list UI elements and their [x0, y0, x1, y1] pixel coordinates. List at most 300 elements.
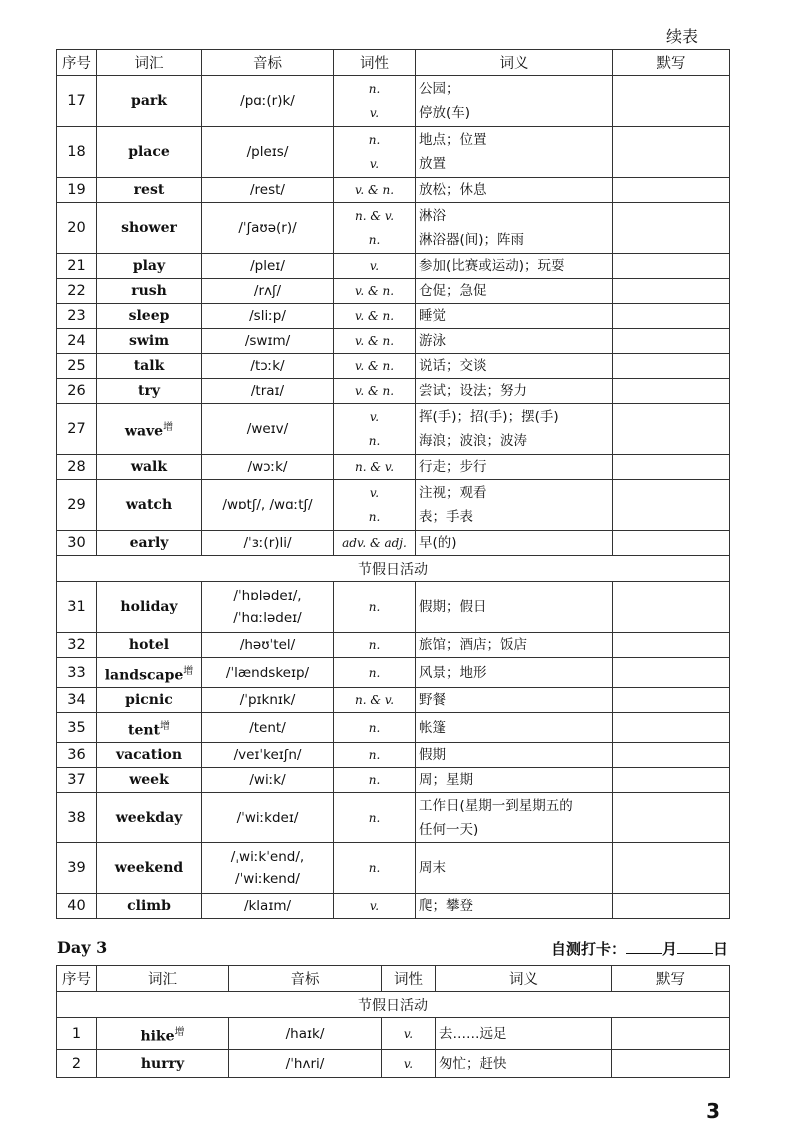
table-row — [57, 743, 730, 768]
table-row — [57, 127, 730, 178]
phonetic: /ˈʃaʊə(r)/ — [202, 203, 334, 254]
self-check-month: 月 — [661, 940, 677, 958]
meaning — [416, 379, 613, 404]
row-number: 20 — [57, 203, 97, 254]
dictation-cell[interactable] — [613, 582, 730, 633]
phonetic-line: /ˈwiːkdeɪ/ — [236, 809, 299, 826]
header-pos: 词性 — [334, 50, 416, 76]
vocab-table-day3 — [56, 965, 730, 1078]
word-text: hotel — [128, 637, 170, 653]
meaning — [416, 254, 613, 279]
table-row — [57, 480, 730, 531]
dictation-cell[interactable] — [613, 304, 730, 329]
header-phonetic: 音标 — [202, 50, 334, 76]
meaning — [416, 658, 613, 688]
pos-line: n. — [368, 720, 381, 735]
dictation-cell[interactable] — [613, 178, 730, 203]
meaning — [416, 480, 613, 531]
vocab-word — [97, 455, 202, 480]
pos-line: n. — [368, 773, 381, 787]
part-of-speech — [334, 843, 416, 894]
word-text: climb — [127, 898, 171, 914]
pos-line: v. — [369, 410, 380, 424]
pos-line: n. — [368, 665, 381, 680]
vocab-word — [97, 254, 202, 279]
dictation-cell[interactable] — [613, 203, 730, 254]
section-row — [57, 992, 730, 1018]
vocab-word — [97, 582, 202, 633]
part-of-speech — [334, 404, 416, 455]
dictation-cell[interactable] — [613, 354, 730, 379]
vocab-word — [97, 480, 202, 531]
phonetic: /pleɪs/ — [202, 127, 334, 178]
table-row — [57, 713, 730, 743]
dictation-cell[interactable] — [613, 379, 730, 404]
pos-line: v. & n. — [354, 309, 395, 323]
phonetic-line: /ˈhɑːlədeɪ/ — [233, 610, 302, 626]
day-blank[interactable] — [677, 939, 713, 954]
part-of-speech — [334, 480, 416, 531]
word-text: landscape — [104, 667, 184, 684]
row-number: 40 — [57, 894, 97, 919]
row-number: 36 — [57, 743, 97, 768]
table-row — [57, 894, 730, 919]
dictation-cell[interactable] — [612, 1018, 730, 1050]
part-of-speech: v. — [382, 1050, 436, 1078]
meaning — [416, 531, 613, 556]
row-number: 31 — [57, 582, 97, 633]
header-meaning: 词义 — [416, 50, 613, 76]
table-row — [57, 531, 730, 556]
vocab-word — [97, 304, 202, 329]
meaning — [416, 688, 613, 713]
dictation-cell[interactable] — [613, 658, 730, 688]
header-dictation: 默写 — [613, 50, 730, 76]
header-word: 词汇 — [97, 50, 202, 76]
part-of-speech — [334, 304, 416, 329]
vocab-word — [97, 633, 202, 658]
meaning-line: 周末 — [419, 860, 446, 876]
pos-line: n. — [368, 638, 381, 652]
section-title: 节假日活动 — [57, 992, 730, 1018]
part-of-speech — [334, 178, 416, 203]
row-number: 39 — [57, 843, 97, 894]
phonetic: /wɔːk/ — [202, 455, 334, 480]
table-row — [57, 304, 730, 329]
part-of-speech — [334, 379, 416, 404]
phonetic-line: /həʊˈtel/ — [239, 637, 296, 653]
added-mark: 增 — [160, 720, 171, 732]
part-of-speech — [334, 743, 416, 768]
meaning-line: 表；手表 — [419, 509, 473, 525]
table-row — [57, 379, 730, 404]
meaning-line: 公园； — [419, 81, 460, 97]
part-of-speech — [334, 279, 416, 304]
section-title: 节假日活动 — [57, 556, 730, 582]
row-number: 30 — [57, 531, 97, 556]
vocab-word — [97, 1018, 229, 1050]
meaning — [416, 633, 613, 658]
meaning-line: 尝试；设法；努力 — [419, 383, 527, 399]
vocab-table — [56, 49, 730, 919]
meaning — [416, 713, 613, 743]
table-row — [57, 582, 730, 633]
pos-line: n. — [368, 600, 381, 614]
header-dictation: 默写 — [612, 966, 730, 992]
dictation-cell[interactable] — [613, 743, 730, 768]
meaning — [416, 354, 613, 379]
phonetic — [202, 768, 334, 793]
table-row — [57, 688, 730, 713]
meaning — [416, 203, 613, 254]
part-of-speech — [334, 633, 416, 658]
pos-line: n. — [368, 510, 381, 524]
meaning-line: 任何一天) — [419, 821, 479, 838]
dictation-cell[interactable] — [613, 455, 730, 480]
phonetic-line: /ˈhɒlədeɪ/, — [233, 588, 302, 604]
part-of-speech — [334, 582, 416, 633]
meaning — [416, 743, 613, 768]
table-row — [57, 1018, 730, 1050]
word-text: park — [131, 93, 167, 109]
row-number: 32 — [57, 633, 97, 658]
word-text: picnic — [125, 692, 173, 708]
table-row — [57, 793, 730, 843]
header-num: 序号 — [57, 966, 97, 992]
meaning — [416, 793, 613, 843]
meaning-line: 挥(手)；招(手)；摆(手) — [419, 409, 559, 425]
pos-line: n. — [368, 434, 381, 448]
pos-line: v. — [369, 899, 380, 913]
table-row — [57, 76, 730, 127]
dictation-cell[interactable] — [612, 1050, 730, 1078]
meaning-line: 睡觉 — [419, 308, 446, 324]
word-text: vacation — [115, 747, 183, 763]
vocab-word — [97, 279, 202, 304]
meaning — [416, 894, 613, 919]
meaning-line: 海浪；波浪；波涛 — [419, 433, 527, 449]
meaning-line: 游泳 — [419, 333, 446, 349]
phonetic: /rʌʃ/ — [202, 279, 334, 304]
word-text: try — [138, 383, 160, 399]
part-of-speech — [334, 455, 416, 480]
meaning-line: 放松；休息 — [419, 182, 487, 198]
pos-line: n. — [368, 810, 381, 825]
vocab-word — [97, 688, 202, 713]
word-text: walk — [130, 459, 168, 475]
part-of-speech — [334, 658, 416, 688]
vocab-word — [97, 768, 202, 793]
word-text: watch — [125, 497, 173, 513]
meaning-line: 工作日(星期一到星期五的 — [419, 797, 573, 814]
row-number: 2 — [57, 1050, 97, 1078]
table-row — [57, 633, 730, 658]
part-of-speech — [334, 329, 416, 354]
phonetic: /haɪk/ — [229, 1018, 382, 1050]
header-num: 序号 — [57, 50, 97, 76]
meaning-line: 风景；地形 — [419, 664, 487, 681]
phonetic-line: /ˌwiːkˈend/, — [230, 849, 305, 865]
table-row — [57, 404, 730, 455]
word-text: rest — [133, 182, 165, 198]
meaning-line: 仓促；急促 — [419, 283, 487, 299]
meaning-line: 爬；攀登 — [419, 898, 473, 914]
pos-line: adv. & adj. — [342, 536, 407, 550]
word-text: rush — [131, 283, 167, 299]
meaning-line: 野餐 — [419, 692, 446, 708]
vocab-word — [97, 531, 202, 556]
word-text: swim — [128, 333, 170, 349]
word-text: early — [129, 535, 169, 551]
row-number: 18 — [57, 127, 97, 178]
phonetic: /pɑː(r)k/ — [202, 76, 334, 127]
meaning — [416, 304, 613, 329]
meaning — [416, 768, 613, 793]
dictation-cell[interactable] — [613, 531, 730, 556]
row-number: 1 — [57, 1018, 97, 1050]
meaning-line: 淋浴 — [419, 208, 446, 224]
phonetic — [202, 713, 334, 743]
word-text: place — [128, 144, 170, 160]
meaning — [416, 582, 613, 633]
row-number: 38 — [57, 793, 97, 843]
pos-line: v. & n. — [354, 183, 395, 197]
table-row — [57, 254, 730, 279]
row-number: 22 — [57, 279, 97, 304]
header-phonetic: 音标 — [229, 966, 382, 992]
meaning-line: 周；星期 — [419, 772, 473, 788]
pos-line: n. & v. — [354, 693, 395, 707]
phonetic: /swɪm/ — [202, 329, 334, 354]
phonetic: /ˈɜː(r)li/ — [202, 531, 334, 556]
table-row — [57, 843, 730, 894]
pos-line: v. — [369, 106, 380, 120]
word-text: shower — [121, 220, 177, 236]
row-number: 17 — [57, 76, 97, 127]
added-mark: 增 — [174, 1026, 185, 1038]
dictation-cell[interactable] — [613, 688, 730, 713]
phonetic-line: /klaɪm/ — [243, 898, 292, 914]
meaning — [416, 329, 613, 354]
phonetic: /pleɪ/ — [202, 254, 334, 279]
meaning-line: 地点；位置 — [419, 132, 487, 148]
header-meaning: 词义 — [436, 966, 612, 992]
day-label: Day 3 — [57, 938, 108, 957]
dictation-cell[interactable] — [613, 480, 730, 531]
vocab-word — [97, 203, 202, 254]
meaning — [416, 455, 613, 480]
added-mark: 增 — [183, 665, 194, 677]
table-row — [57, 178, 730, 203]
part-of-speech — [334, 688, 416, 713]
pos-line: n. — [368, 233, 381, 247]
word-text: tent — [127, 722, 161, 739]
table-row — [57, 279, 730, 304]
meaning — [416, 178, 613, 203]
vocab-word — [97, 793, 202, 843]
meaning-line: 注视；观看 — [419, 485, 487, 501]
dictation-cell[interactable] — [613, 843, 730, 894]
table-row — [57, 354, 730, 379]
part-of-speech — [334, 793, 416, 843]
pos-line: v. — [369, 259, 380, 273]
part-of-speech — [334, 203, 416, 254]
meaning — [416, 279, 613, 304]
phonetic: /wɒtʃ/, /wɑːtʃ/ — [202, 480, 334, 531]
table-row — [57, 658, 730, 688]
vocab-word — [97, 76, 202, 127]
page-number: 3 — [706, 1099, 720, 1123]
word-text: weekend — [114, 860, 184, 876]
vocab-word — [97, 329, 202, 354]
dictation-cell[interactable] — [613, 329, 730, 354]
pos-line: n. — [368, 133, 381, 147]
vocab-word — [97, 713, 202, 743]
phonetic-line: /ˈlændskeɪp/ — [225, 664, 310, 681]
phonetic — [202, 582, 334, 633]
table-row — [57, 455, 730, 480]
added-mark: 增 — [163, 422, 174, 434]
pos-line: n. — [368, 748, 381, 762]
part-of-speech — [334, 254, 416, 279]
row-number: 19 — [57, 178, 97, 203]
meaning — [416, 76, 613, 127]
phonetic-line: /wiːk/ — [249, 772, 286, 788]
word-text: talk — [133, 358, 165, 374]
pos-line: v. & n. — [354, 359, 395, 373]
dictation-cell[interactable] — [613, 254, 730, 279]
continued-label: 续表 — [665, 27, 698, 46]
phonetic: /ˈhʌri/ — [229, 1050, 382, 1078]
meaning-line: 淋浴器(间)；阵雨 — [419, 232, 525, 248]
phonetic — [202, 894, 334, 919]
pos-line: n. & v. — [354, 209, 395, 223]
row-number: 23 — [57, 304, 97, 329]
phonetic: /traɪ/ — [202, 379, 334, 404]
table-header-row — [57, 50, 730, 76]
row-number: 35 — [57, 713, 97, 743]
word-text: sleep — [128, 308, 170, 324]
table-row — [57, 329, 730, 354]
dictation-cell[interactable] — [613, 127, 730, 178]
row-number: 34 — [57, 688, 97, 713]
pos-line: v. — [369, 157, 380, 171]
row-number: 29 — [57, 480, 97, 531]
pos-line: v. & n. — [354, 284, 395, 298]
row-number: 25 — [57, 354, 97, 379]
phonetic — [202, 793, 334, 843]
meaning-line: 旅馆；酒店；饭店 — [419, 637, 527, 653]
phonetic-line: /ˈwiːkend/ — [235, 871, 300, 887]
dictation-cell[interactable] — [613, 768, 730, 793]
part-of-speech: v. — [382, 1018, 436, 1050]
row-number: 28 — [57, 455, 97, 480]
word-text: holiday — [120, 599, 178, 615]
row-number: 27 — [57, 404, 97, 455]
table-row — [57, 768, 730, 793]
part-of-speech — [334, 354, 416, 379]
meaning — [416, 843, 613, 894]
row-number: 37 — [57, 768, 97, 793]
phonetic — [202, 658, 334, 688]
table-row — [57, 203, 730, 254]
part-of-speech — [334, 76, 416, 127]
vocab-word — [97, 658, 202, 688]
dictation-cell[interactable] — [613, 404, 730, 455]
meaning-line: 早(的) — [419, 535, 457, 551]
self-check-prefix: 自测打卡： — [550, 940, 626, 958]
meaning-line: 说话；交谈 — [419, 358, 487, 374]
meaning-line: 行走；步行 — [419, 459, 487, 475]
phonetic: /sliːp/ — [202, 304, 334, 329]
phonetic-line: /tent/ — [249, 719, 286, 736]
vocab-word — [97, 1050, 229, 1078]
vocab-word — [97, 404, 202, 455]
phonetic-line: /ˈpɪknɪk/ — [239, 692, 296, 708]
meaning-line: 放置 — [419, 156, 446, 172]
meaning — [416, 127, 613, 178]
vocab-word — [97, 178, 202, 203]
dictation-cell[interactable] — [613, 633, 730, 658]
part-of-speech — [334, 531, 416, 556]
phonetic: /weɪv/ — [202, 404, 334, 455]
dictation-cell[interactable] — [613, 713, 730, 743]
vocab-word — [97, 843, 202, 894]
section-row — [57, 556, 730, 582]
meaning — [416, 404, 613, 455]
phonetic-line: /veɪˈkeɪʃn/ — [233, 747, 302, 763]
table-header-row — [57, 966, 730, 992]
dictation-cell[interactable] — [613, 793, 730, 843]
vocab-word — [97, 127, 202, 178]
phonetic — [202, 843, 334, 894]
phonetic: /rest/ — [202, 178, 334, 203]
dictation-cell[interactable] — [613, 76, 730, 127]
vocab-word — [97, 743, 202, 768]
meaning-line: 假期 — [419, 747, 446, 763]
part-of-speech — [334, 127, 416, 178]
word-text: hurry — [140, 1055, 185, 1072]
phonetic — [202, 633, 334, 658]
month-blank[interactable] — [626, 939, 662, 954]
part-of-speech — [334, 713, 416, 743]
vocab-word — [97, 894, 202, 919]
phonetic — [202, 688, 334, 713]
pos-line: v. & n. — [354, 384, 395, 398]
meaning: 去……远足 — [436, 1018, 612, 1050]
header-pos: 词性 — [382, 966, 436, 992]
header-word: 词汇 — [97, 966, 229, 992]
dictation-cell[interactable] — [613, 279, 730, 304]
meaning-line: 停放(车) — [419, 105, 471, 121]
meaning-line: 帐篷 — [419, 719, 446, 736]
word-text: wave — [124, 423, 164, 440]
dictation-cell[interactable] — [613, 894, 730, 919]
pos-line: v. — [369, 486, 380, 500]
word-text: play — [132, 258, 166, 274]
meaning: 匆忙；赶快 — [436, 1050, 612, 1078]
meaning-line: 参加(比赛或运动)；玩耍 — [419, 258, 565, 274]
row-number: 26 — [57, 379, 97, 404]
self-check-day: 日 — [712, 940, 728, 958]
part-of-speech — [334, 768, 416, 793]
table-row — [57, 1050, 730, 1078]
phonetic — [202, 743, 334, 768]
phonetic: /tɔːk/ — [202, 354, 334, 379]
row-number: 21 — [57, 254, 97, 279]
pos-line: n. — [368, 82, 381, 96]
pos-line: v. & n. — [354, 334, 395, 348]
